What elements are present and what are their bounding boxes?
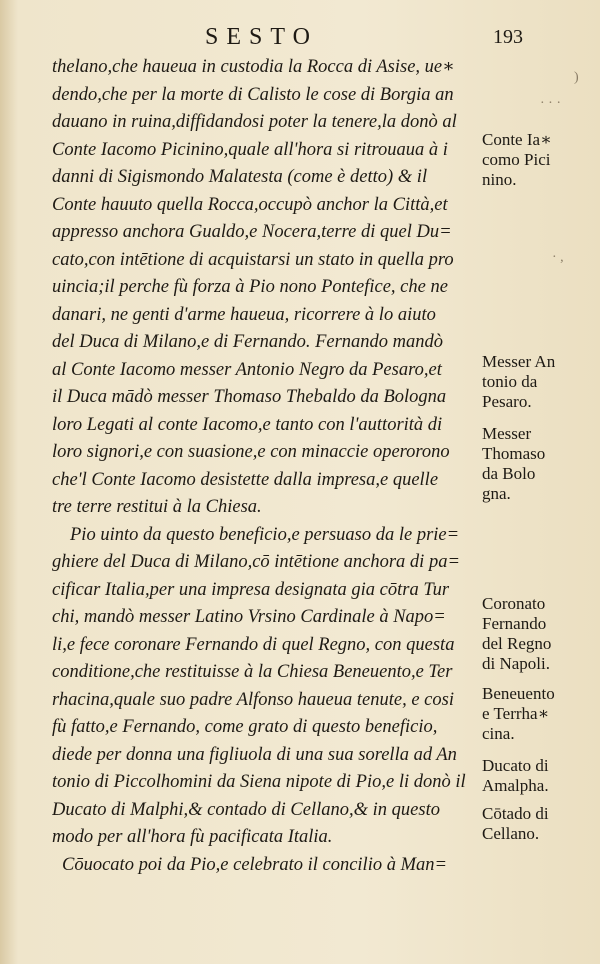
margin-note: Messer Thomaso da Bolo gna. [482, 424, 546, 503]
margin-note: Messer An tonio da Pesaro. [482, 352, 556, 411]
ink-mark: · · · [540, 96, 561, 111]
text-line: cificar Italia,per una impresa designata gia cōtra Tur [52, 579, 450, 600]
ink-mark: · , [552, 250, 564, 265]
text-line: chi, mandò messer Latino Vrsino Cardinale à Napo= [52, 607, 446, 627]
page-number: 193 [493, 26, 523, 48]
text-line: dendo,che per la morte di Calisto le cose di Borgia an [52, 84, 454, 105]
margin-note: Cōtado di Cellano. [482, 804, 549, 843]
text-line: uincia;il perche fù forza à Pio nono Pontefice, che ne [52, 277, 448, 297]
text-line: che'l Conte Iacomo desistette dalla impresa,e quelle [52, 469, 439, 490]
running-head: SESTO [205, 24, 318, 50]
text-line: appresso anchora Gualdo,e Nocera,terre di quel Du= [52, 222, 452, 242]
text-line: del Duca di Milano,e di Fernando. Fernando mandò [52, 332, 444, 352]
text-line: fù fatto,e Fernando, come grato di questo beneficio, [52, 717, 438, 737]
text-line: danni di Sigismondo Malatesta (come è detto) & il [52, 167, 428, 187]
text-line: tre terre restitui à la Chiesa. [52, 497, 262, 517]
text-line: diede per donna una figliuola di una sua sorella ad An [52, 744, 457, 765]
text-line: Ducato di Malphi,& contado di Cellano,& in questo [52, 799, 440, 820]
text-line: danari, ne genti d'arme haueua, ricorrere à lo aiuto [52, 304, 436, 325]
text-line: thelano,che haueua in custodia la Rocca di Asise, ue∗ [52, 57, 455, 77]
text-line: ghiere del Duca di Milano,cō intētione anchora di pa= [52, 552, 460, 572]
ink-mark: ) [574, 70, 579, 85]
text-line: rhacina,quale suo padre Alfonso haueua tenute, e cosi [52, 689, 454, 710]
paragraph-first-line: Cōuocato poi da Pio,e celebrato il concilio à Man= [62, 854, 447, 875]
text-line: dauano in ruina,diffidandosi poter la tenere,la donò al [52, 112, 457, 132]
margin-note: Coronato Fernando del Regno di Napoli. [482, 594, 552, 673]
paragraph-first-line: Pio uinto da questo beneficio,e persuaso da le prie= [70, 524, 460, 545]
text-line: li,e fece coronare Fernando di quel Regno, con questa [52, 634, 455, 655]
margin-note: Ducato di Amalpha. [482, 756, 549, 795]
margin-note: Beneuento e Terrha∗ cina. [482, 684, 555, 743]
text-line: al Conte Iacomo messer Antonio Negro da Pesaro,et [52, 359, 442, 380]
text-line: il Duca mādò messer Thomaso Thebaldo da Bologna [52, 387, 447, 407]
text-line: modo per all'hora fù pacificata Italia. [52, 827, 333, 847]
text-line: cato,con intētione di acquistarsi un stato in quella pro [52, 249, 454, 270]
text-line: Conte hauuto quella Rocca,occupò anchor la Città,et [52, 194, 448, 215]
main-text-block [52, 54, 484, 879]
margin-notes [482, 0, 600, 964]
text-line: conditione,che restituisse à la Chiesa Beneuento,e Ter [52, 662, 453, 682]
margin-note: Conte Ia∗ como Pici nino. [482, 130, 552, 189]
text-line: Conte Iacomo Picinino,quale all'hora si ritrouaua à i [52, 139, 448, 160]
text-line: loro signori,e con suasione,e con minaccie operorono [52, 442, 450, 462]
text-line: loro Legati al conte Iacomo,e tanto con l'auttorità di [52, 414, 443, 435]
text-line: tonio di Piccolhomini da Siena nipote di Pio,e li donò il [52, 772, 466, 792]
